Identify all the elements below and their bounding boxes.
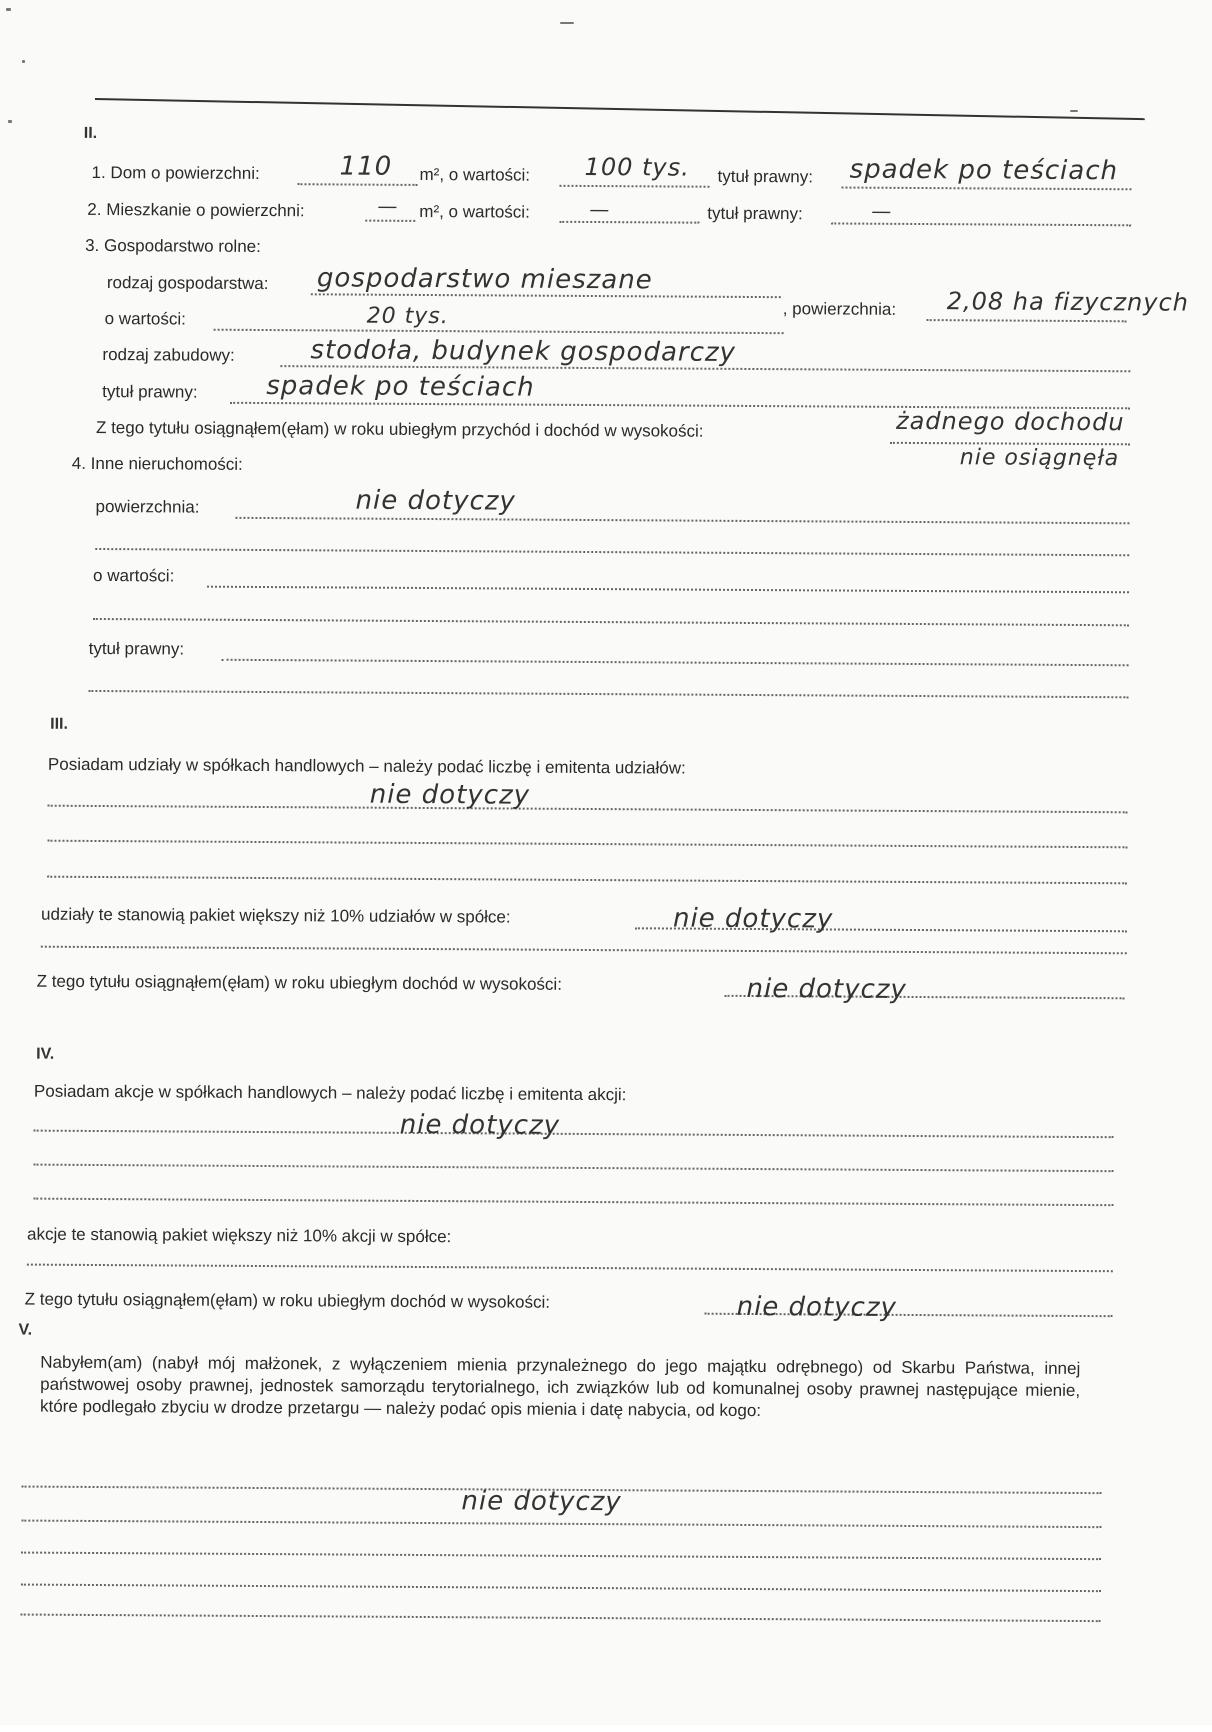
farm-title-value: spadek po teściach xyxy=(266,371,535,403)
flat-value-label: m², o wartości: xyxy=(419,201,530,222)
section-iii-heading: III. xyxy=(50,715,69,733)
acquired-value: nie dotyczy xyxy=(461,1486,622,1518)
farm-area-line xyxy=(927,319,1127,322)
acquired-line-5 xyxy=(21,1614,1101,1623)
farm-area-label: , powierzchnia: xyxy=(782,299,897,319)
flat-title-line xyxy=(831,222,1131,226)
other-value-line xyxy=(207,586,1129,594)
stocks-line-3 xyxy=(33,1198,1113,1207)
acquired-line-3 xyxy=(21,1552,1101,1561)
flat-area-line xyxy=(365,220,415,222)
section-iv-heading: IV. xyxy=(36,1045,55,1063)
other-property-label: 4. Inne nieruchomości: xyxy=(71,453,243,474)
farm-type-value: gospodarstwo mieszane xyxy=(316,263,653,296)
farm-value-value: 20 tys. xyxy=(366,303,449,330)
stocks-income-value: nie dotyczy xyxy=(736,1291,898,1323)
flat-area-value: — xyxy=(377,193,399,218)
stocks-line-1 xyxy=(34,1130,1114,1139)
farm-value-label: o wartości: xyxy=(104,309,186,329)
farm-income-value: żadnego dochodu xyxy=(895,406,1125,437)
house-area-line xyxy=(297,183,417,186)
farm-buildings-value: stodoła, budynek gospodarczy xyxy=(310,335,737,368)
shares-line-2 xyxy=(47,840,1127,849)
other-area-label: powierzchnia: xyxy=(95,496,200,517)
house-title-line xyxy=(841,187,1131,191)
shares-income-value: nie dotyczy xyxy=(746,973,907,1005)
shares-packet-value: nie dotyczy xyxy=(672,903,834,935)
acquired-property-paragraph: Nabyłem(am) (nabył mój małżonek, z wyłączeniem mienia przynależnego do jego majątku odrębnego) od Skarbu Państwa, innej państwowej osoby prawnej, jednostek samorządu terytorialnego, ich związków lub od komunalnej osoby prawnej następujące mienie, które podlegało zbyciu w drodze przetargu — należy podać opis mienia i datę nabycia, od kogo: xyxy=(39,1352,1081,1421)
stocks-packet-line xyxy=(27,1264,1113,1273)
other-value-line-2 xyxy=(93,618,1129,626)
house-value-value: 100 tys. xyxy=(584,152,690,182)
other-area-line xyxy=(235,517,1129,524)
flat-value-line xyxy=(559,221,699,224)
house-value-line xyxy=(559,185,709,188)
flat-title-value: — xyxy=(871,198,893,223)
flat-value-value: — xyxy=(589,196,611,222)
shares-line-1 xyxy=(48,805,1128,814)
other-title-line xyxy=(222,659,1129,667)
shares-value: nie dotyczy xyxy=(369,779,531,811)
stocks-income-label: Z tego tytułu osiągnąłem(ęłam) w roku ubiegłym dochód w wysokości: xyxy=(24,1289,551,1312)
stocks-value: nie dotyczy xyxy=(399,1109,561,1141)
other-area-value: nie dotyczy xyxy=(355,485,516,517)
house-area-label: 1. Dom o powierzchni: xyxy=(91,162,260,183)
shares-packet-line-2 xyxy=(41,946,1127,955)
farm-value-line xyxy=(214,329,784,334)
farm-label: 3. Gospodarstwo rolne: xyxy=(85,235,261,256)
shares-income-label: Z tego tytułu osiągnąłem(ęłam) w roku ubiegłym dochód w wysokości: xyxy=(36,971,563,994)
other-title-line-2 xyxy=(88,690,1128,698)
section-ii-heading: II. xyxy=(83,124,98,142)
other-area-line-2 xyxy=(95,548,1129,556)
farm-income-label: Z tego tytułu osiągnąłem(ęłam) w roku ubiegłym przychód i dochód w wysokości: xyxy=(95,417,704,441)
farm-type-label: rodzaj gospodarstwa: xyxy=(106,273,269,294)
stocks-line-2 xyxy=(33,1164,1113,1173)
stocks-label: Posiadam akcje w spółkach handlowych – należy podać liczbę i emitenta akcji: xyxy=(33,1081,627,1105)
flat-title-label: tytuł prawny: xyxy=(707,203,803,224)
section-v-heading: V. xyxy=(18,1321,33,1339)
shares-label: Posiadam udziały w spółkach handlowych – należy podać liczbę i emitenta udziałów: xyxy=(47,754,686,778)
farm-buildings-label: rodzaj zabudowy: xyxy=(102,345,235,365)
acquired-line-2 xyxy=(21,1520,1101,1529)
stocks-packet-label: akcje te stanowią pakiet większy niż 10% akcji w spółce: xyxy=(27,1224,452,1247)
house-title-label: tytuł prawny: xyxy=(717,166,814,187)
other-title-label: tytuł prawny: xyxy=(88,638,185,659)
shares-packet-label: udziały te stanowią pakiet większy niż 10% udziałów w spółce: xyxy=(40,904,511,927)
other-value-label: o wartości: xyxy=(93,565,175,586)
farm-area-value: 2,08 ha fizycznych xyxy=(946,287,1190,317)
house-area-value: 110 xyxy=(339,151,393,182)
house-value-label: m², o wartości: xyxy=(419,164,531,185)
farm-title-label: tytuł prawny: xyxy=(102,382,198,402)
farm-income-value-2: nie osiągnęła xyxy=(959,445,1120,472)
shares-line-3 xyxy=(47,876,1127,885)
acquired-line-4 xyxy=(21,1584,1101,1593)
flat-area-label: 2. Mieszkanie o powierzchni: xyxy=(87,199,305,221)
house-title-value: spadek po teściach xyxy=(849,154,1119,187)
